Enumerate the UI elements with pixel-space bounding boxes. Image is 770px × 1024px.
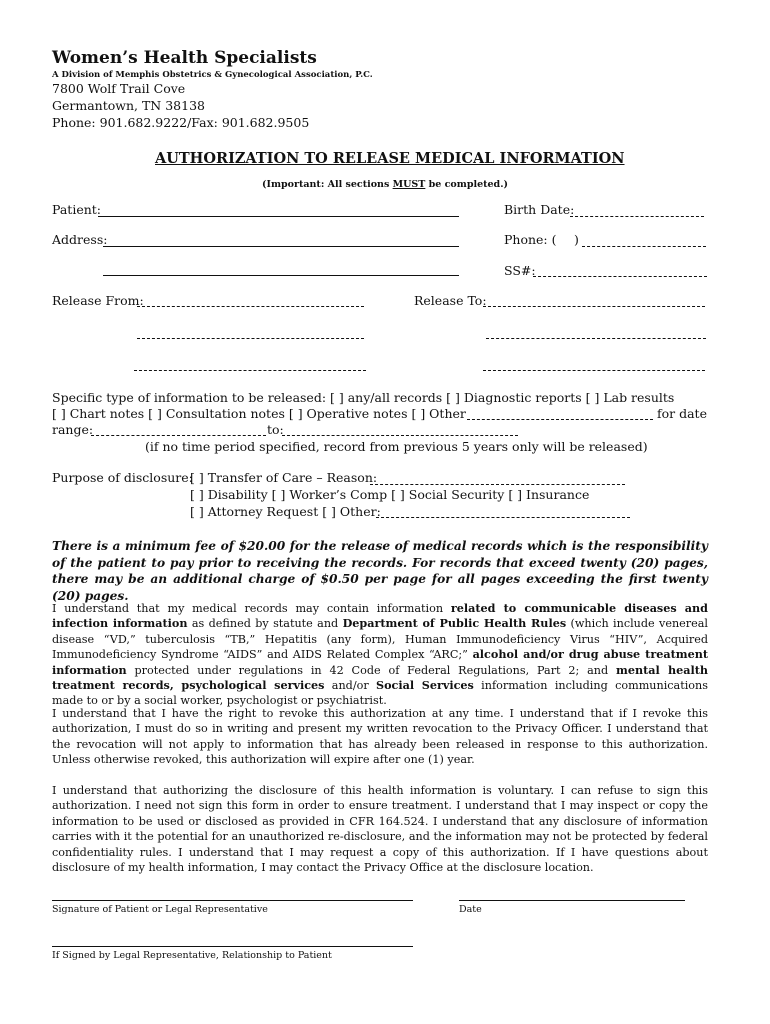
phone-field[interactable]	[582, 246, 706, 247]
birth-date-label: Birth Date:	[504, 202, 575, 217]
release-from-field-1[interactable]	[137, 306, 364, 307]
date-range-label: range:	[52, 422, 94, 437]
ss-field[interactable]	[533, 276, 707, 277]
address-field-1[interactable]	[103, 246, 459, 247]
organization-division: A Division of Memphis Obstetrics & Gynecological Association, P.C.	[52, 70, 373, 80]
date-range-to-field[interactable]	[282, 435, 518, 436]
communicable-disease-paragraph: I understand that my medical records may contain information related to communicable diseases and infection information as defined by statute and Department of Public Health Rules (which include venereal disease “VD,” tuberculosis “TB,” Hepatitis (any form), Human Immunodeficiency Virus “HIV”, Acquired Immunodeficiency Syndrome “AIDS” and AIDS Related Complex “ARC;” alcohol and/or drug abuse treatment information protected under regulations in 42 Code of Federal Regulations, Part 2; and mental health treatment records, psychological services and/or Social Services information including communications made to or by a social worker, psychologist or psychiatrist.	[52, 601, 709, 708]
patient-label: Patient:	[52, 202, 102, 217]
fee-notice: There is a minimum fee of $20.00 for the release of medical records which is the responsibility of the patient to pay prior to receiving the records. For records that exceed twenty (20) pages, there may be an additional charge of $0.50 per page for all pages exceeding the first twenty (20) pages.	[52, 539, 708, 603]
organization-name: Women’s Health Specialists	[52, 48, 317, 68]
relationship-field[interactable]	[52, 946, 413, 947]
transfer-reason-field[interactable]	[370, 484, 625, 485]
purpose-attorney-other: [ ] Attorney Request [ ] Other:	[190, 504, 381, 519]
date-field[interactable]	[459, 900, 685, 901]
date-label: Date	[459, 904, 482, 915]
release-from-label: Release From:	[52, 293, 144, 308]
date-range-to-label: to:	[267, 422, 284, 437]
address-field-2[interactable]	[103, 275, 459, 276]
voluntary-disclosure-paragraph: I understand that authorizing the disclosure of this health information is voluntary. I can refuse to sign this authorization. I need not sign this form in order to ensure treatment. I understand that I may inspect or copy the information to be used or disclosed as provided in CFR 164.524. I understand that any disclosure of information carries with it the potential for an unauthorized re-disclosure, and the information may not be protected by federal confidentiality rules. I understand that I may request a copy of this authorization. If I have questions about disclosure of my health information, I may contact the Privacy Office at the disclosure location.	[52, 784, 708, 875]
revocation-paragraph: I understand that I have the right to revoke this authorization at any time. I understand that if I revoke this authorization, I must do so in writing and present my written revocation to the Privacy Officer. I understand that the revocation will not apply to information that has already been released in response to this authorization. Unless otherwise revoked, this authorization will expire after one (1) year.	[52, 707, 708, 767]
signature-label: Signature of Patient or Legal Representative	[52, 904, 268, 915]
purpose-label: Purpose of disclosure:	[52, 470, 193, 485]
release-from-field-2[interactable]	[137, 338, 364, 339]
purpose-other-field[interactable]	[376, 517, 630, 518]
relationship-label: If Signed by Legal Representative, Relationship to Patient	[52, 950, 332, 961]
date-range-from-field[interactable]	[91, 435, 266, 436]
time-period-note: (if no time period specified, record from previous 5 years only will be released)	[145, 439, 648, 454]
address-line-1: 7800 Wolf Trail Cove	[52, 81, 186, 96]
for-date-label: for date	[657, 406, 707, 421]
purpose-transfer-of-care: [ ] Transfer of Care – Reason:	[190, 470, 378, 485]
info-type-line-2: [ ] Chart notes [ ] Consultation notes [ ] Operative notes [ ] Other	[52, 406, 466, 421]
release-to-field-3[interactable]	[483, 370, 705, 371]
address-line-2: Germantown, TN 38138	[52, 98, 205, 113]
phone-fax: Phone: 901.682.9222/Fax: 901.682.9505	[52, 115, 310, 130]
form-note: (Important: All sections MUST be completed.)	[262, 179, 508, 190]
signature-field[interactable]	[52, 900, 413, 901]
form-title: AUTHORIZATION TO RELEASE MEDICAL INFORMATION	[155, 150, 625, 167]
phone-label: Phone: (	[504, 232, 557, 247]
patient-field[interactable]	[98, 216, 459, 217]
ss-label: SS#:	[504, 263, 536, 278]
address-label: Address:	[52, 232, 108, 247]
release-to-field-2[interactable]	[486, 338, 706, 339]
birth-date-field[interactable]	[570, 216, 704, 217]
other-info-field[interactable]	[467, 419, 653, 420]
release-from-field-3[interactable]	[134, 370, 366, 371]
release-to-label: Release To:	[414, 293, 487, 308]
phone-close-paren: )	[574, 232, 579, 247]
purpose-row-2: [ ] Disability [ ] Worker’s Comp [ ] Social Security [ ] Insurance	[190, 487, 590, 502]
info-type-line-1: Specific type of information to be released: [ ] any/all records [ ] Diagnostic reports [ ] Lab results	[52, 390, 675, 405]
release-to-field-1[interactable]	[483, 306, 705, 307]
